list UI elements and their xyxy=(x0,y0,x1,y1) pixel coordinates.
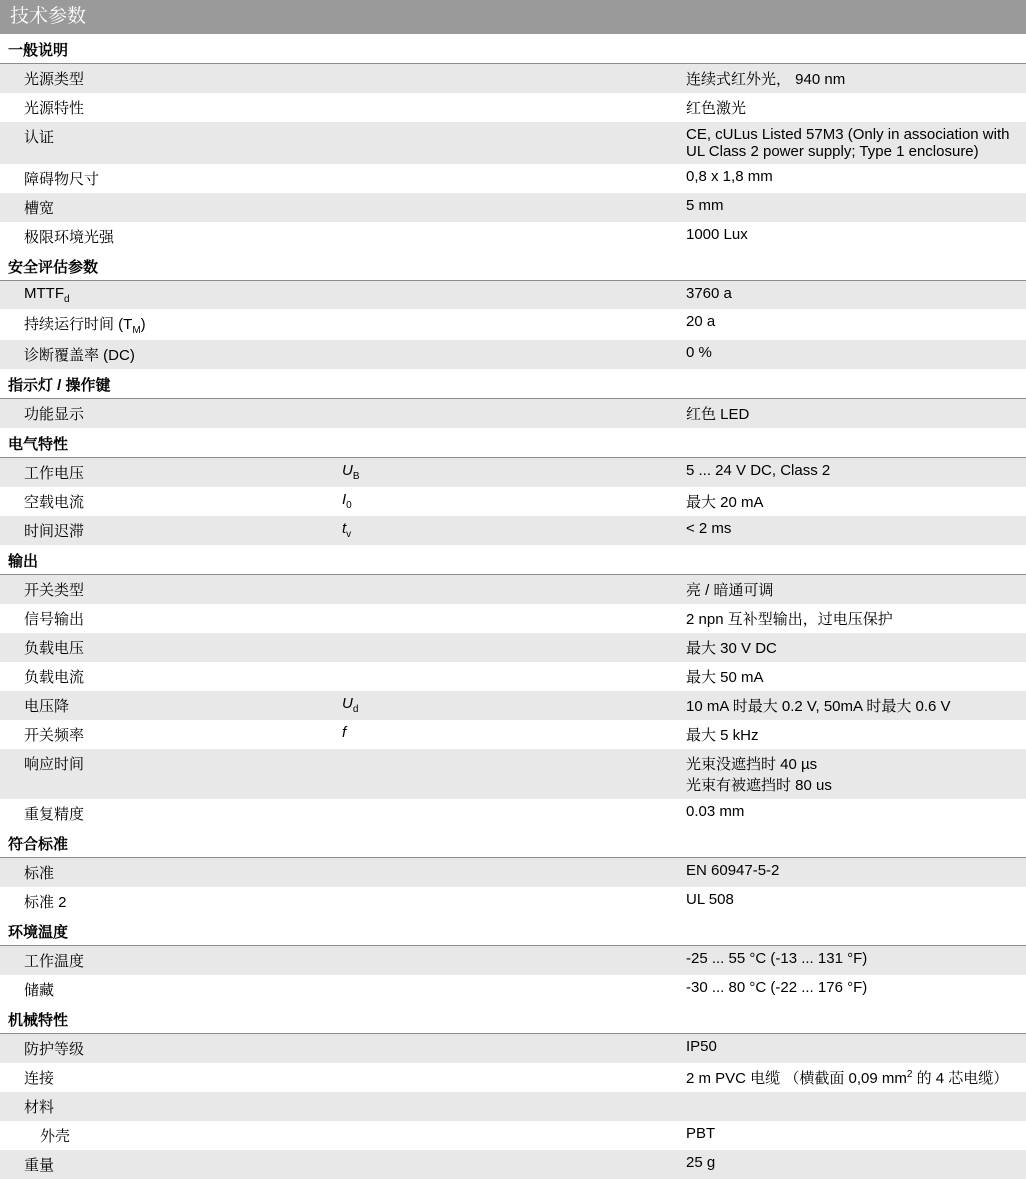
row-value: 亮 / 暗通可调 xyxy=(684,575,1026,605)
table-row xyxy=(0,399,1026,429)
row-label: 空载电流 xyxy=(24,494,85,511)
row-symbol xyxy=(342,749,684,799)
row-label: $MTTF_d$ xyxy=(0,281,342,310)
table-row xyxy=(0,1121,1026,1150)
row-label: 标准 2 xyxy=(24,894,67,911)
table-row xyxy=(0,1063,1026,1092)
table-row xyxy=(0,93,1026,122)
spec-table-body xyxy=(0,34,1026,1179)
row-symbol xyxy=(342,858,684,888)
row-value: 5 ... 24 V DC, Class 2 xyxy=(684,458,1026,488)
section-heading-row xyxy=(0,1004,1026,1034)
table-row xyxy=(0,975,1026,1004)
row-symbol xyxy=(342,193,684,222)
row-value: -30 ... 80 °C (-22 ... 176 °F) xyxy=(686,979,868,996)
row-value: PBT xyxy=(686,1125,716,1142)
row-symbol xyxy=(342,1150,684,1179)
section-heading: 机械特性 xyxy=(0,1004,1026,1034)
row-value: 0 % xyxy=(684,340,1026,369)
row-symbol xyxy=(342,887,684,916)
row-symbol xyxy=(342,1092,684,1121)
row-symbol xyxy=(342,399,684,429)
row-label: 认证 xyxy=(0,122,342,164)
table-row xyxy=(0,575,1026,605)
table-row xyxy=(0,858,1026,888)
row-label: 槽宽 xyxy=(0,193,342,222)
row-value-line: 光束没遮挡时 40 µs xyxy=(686,756,818,773)
row-value: 最大 30 V DC xyxy=(684,633,1026,662)
row-label: 光源特性 xyxy=(24,100,85,117)
section-heading-row xyxy=(0,34,1026,64)
row-label: 开关类型 xyxy=(0,575,342,605)
row-symbol xyxy=(342,799,684,828)
table-row xyxy=(0,458,1026,488)
row-symbol xyxy=(342,1034,684,1064)
row-symbol: $t_v$ xyxy=(342,516,684,545)
row-label: 时间迟滞 xyxy=(0,516,342,545)
row-label: 诊断覆盖率 (DC) xyxy=(0,340,342,369)
page-title: 技术参数 xyxy=(0,0,1026,34)
row-label: 材料 xyxy=(0,1092,342,1121)
row-symbol: $U_d$ xyxy=(342,691,684,720)
row-value: 3760 a xyxy=(684,281,1026,310)
table-row xyxy=(0,662,1026,691)
row-value: 0.03 mm xyxy=(686,803,745,820)
row-value: 最大 20 mA xyxy=(686,494,764,511)
row-value: 最大 50 mA xyxy=(686,669,764,686)
row-value: EN 60947-5-2 xyxy=(684,858,1026,888)
row-label: 标准 xyxy=(0,858,342,888)
row-symbol xyxy=(342,309,684,340)
row-label: 持续运行时间 $(T_M)$ xyxy=(24,316,146,336)
row-symbol xyxy=(342,64,684,94)
row-label: 防护等级 xyxy=(0,1034,342,1064)
row-label: 重量 xyxy=(0,1150,342,1179)
section-heading: 环境温度 xyxy=(0,916,1026,946)
table-row xyxy=(0,487,1026,516)
row-label: 连接 xyxy=(24,1070,55,1087)
row-value: UL 508 xyxy=(686,891,734,908)
table-row xyxy=(0,749,1026,799)
row-label: 开关频率 xyxy=(24,727,85,744)
spec-table xyxy=(0,34,1026,1179)
row-value: 1000 Lux xyxy=(686,226,748,243)
row-symbol xyxy=(342,164,684,193)
row-symbol: $U_B$ xyxy=(342,458,684,488)
row-symbol xyxy=(342,1063,684,1092)
row-value: < 2 ms xyxy=(684,516,1026,545)
table-row xyxy=(0,309,1026,340)
table-row xyxy=(0,122,1026,164)
table-row xyxy=(0,164,1026,193)
row-label: 光源类型 xyxy=(0,64,342,94)
row-label: 重复精度 xyxy=(24,806,85,823)
row-value-line: 光束有被遮挡时 80 us xyxy=(686,777,832,794)
table-row xyxy=(0,340,1026,369)
row-value: 5 mm xyxy=(684,193,1026,222)
row-value: 2 npn 互补型输出，过电压保护 xyxy=(686,611,893,628)
row-value: 2 m PVC 电缆 （横截面 0,09 $mm^2$ 的 4 芯电缆） xyxy=(686,1069,1009,1087)
table-row xyxy=(0,516,1026,545)
row-label: 极限环境光强 xyxy=(24,229,115,246)
row-value xyxy=(684,749,1026,799)
row-label: 外壳 xyxy=(40,1128,71,1145)
row-label: 工作温度 xyxy=(0,946,342,976)
row-label: 功能显示 xyxy=(0,399,342,429)
row-label: 响应时间 xyxy=(0,749,342,799)
table-row xyxy=(0,281,1026,310)
section-heading: 指示灯 / 操作键 xyxy=(0,369,1026,399)
section-heading-row xyxy=(0,428,1026,458)
row-symbol xyxy=(342,575,684,605)
row-symbol xyxy=(342,604,684,633)
row-value: 红色 LED xyxy=(684,399,1026,429)
table-row xyxy=(0,887,1026,916)
row-label: 障碍物尺寸 xyxy=(24,171,100,188)
table-row xyxy=(0,691,1026,720)
table-row xyxy=(0,633,1026,662)
row-label: 信号输出 xyxy=(24,611,85,628)
row-value xyxy=(684,1092,1026,1121)
row-symbol: f xyxy=(342,724,347,741)
section-heading-row xyxy=(0,828,1026,858)
section-heading: 输出 xyxy=(0,545,1026,575)
table-row xyxy=(0,64,1026,94)
table-row xyxy=(0,720,1026,749)
row-symbol xyxy=(342,281,684,310)
row-symbol xyxy=(342,662,684,691)
row-value: 连续式红外光， 940 nm xyxy=(684,64,1026,94)
row-symbol xyxy=(342,975,684,1004)
row-symbol xyxy=(342,222,684,251)
row-label: 负载电压 xyxy=(0,633,342,662)
row-symbol xyxy=(342,93,684,122)
section-heading-row xyxy=(0,251,1026,281)
row-label: 负载电流 xyxy=(24,669,85,686)
section-heading-row xyxy=(0,369,1026,399)
table-row xyxy=(0,1092,1026,1121)
row-symbol xyxy=(342,122,684,164)
row-symbol xyxy=(342,633,684,662)
row-value: 最大 5 kHz xyxy=(686,727,759,744)
row-value: 红色激光 xyxy=(686,100,747,117)
row-label: 电压降 xyxy=(0,691,342,720)
section-heading-row xyxy=(0,545,1026,575)
table-row xyxy=(0,946,1026,976)
row-value: CE, cULus Listed 57M3 (Only in association with UL Class 2 power supply; Type 1 enclosure) xyxy=(684,122,1026,164)
section-heading: 一般说明 xyxy=(0,34,1026,64)
row-symbol xyxy=(342,946,684,976)
row-value: IP50 xyxy=(684,1034,1026,1064)
row-label: 储藏 xyxy=(24,982,55,999)
table-row xyxy=(0,1150,1026,1179)
row-value: 25 g xyxy=(684,1150,1026,1179)
row-value: 20 a xyxy=(686,313,716,330)
row-value: -25 ... 55 °C (-13 ... 131 °F) xyxy=(684,946,1026,976)
table-row xyxy=(0,604,1026,633)
section-heading: 符合标准 xyxy=(0,828,1026,858)
section-heading: 电气特性 xyxy=(0,428,1026,458)
section-heading: 安全评估参数 xyxy=(0,251,1026,281)
table-row xyxy=(0,1034,1026,1064)
row-symbol xyxy=(342,340,684,369)
row-value: 0,8 x 1,8 mm xyxy=(686,168,773,185)
table-row xyxy=(0,799,1026,828)
table-row xyxy=(0,193,1026,222)
row-symbol: $I_0$ xyxy=(342,491,352,511)
table-row xyxy=(0,222,1026,251)
row-symbol xyxy=(342,1121,684,1150)
row-label: 工作电压 xyxy=(0,458,342,488)
section-heading-row xyxy=(0,916,1026,946)
row-value: 10 mA 时最大 0.2 V, 50mA 时最大 0.6 V xyxy=(684,691,1026,720)
